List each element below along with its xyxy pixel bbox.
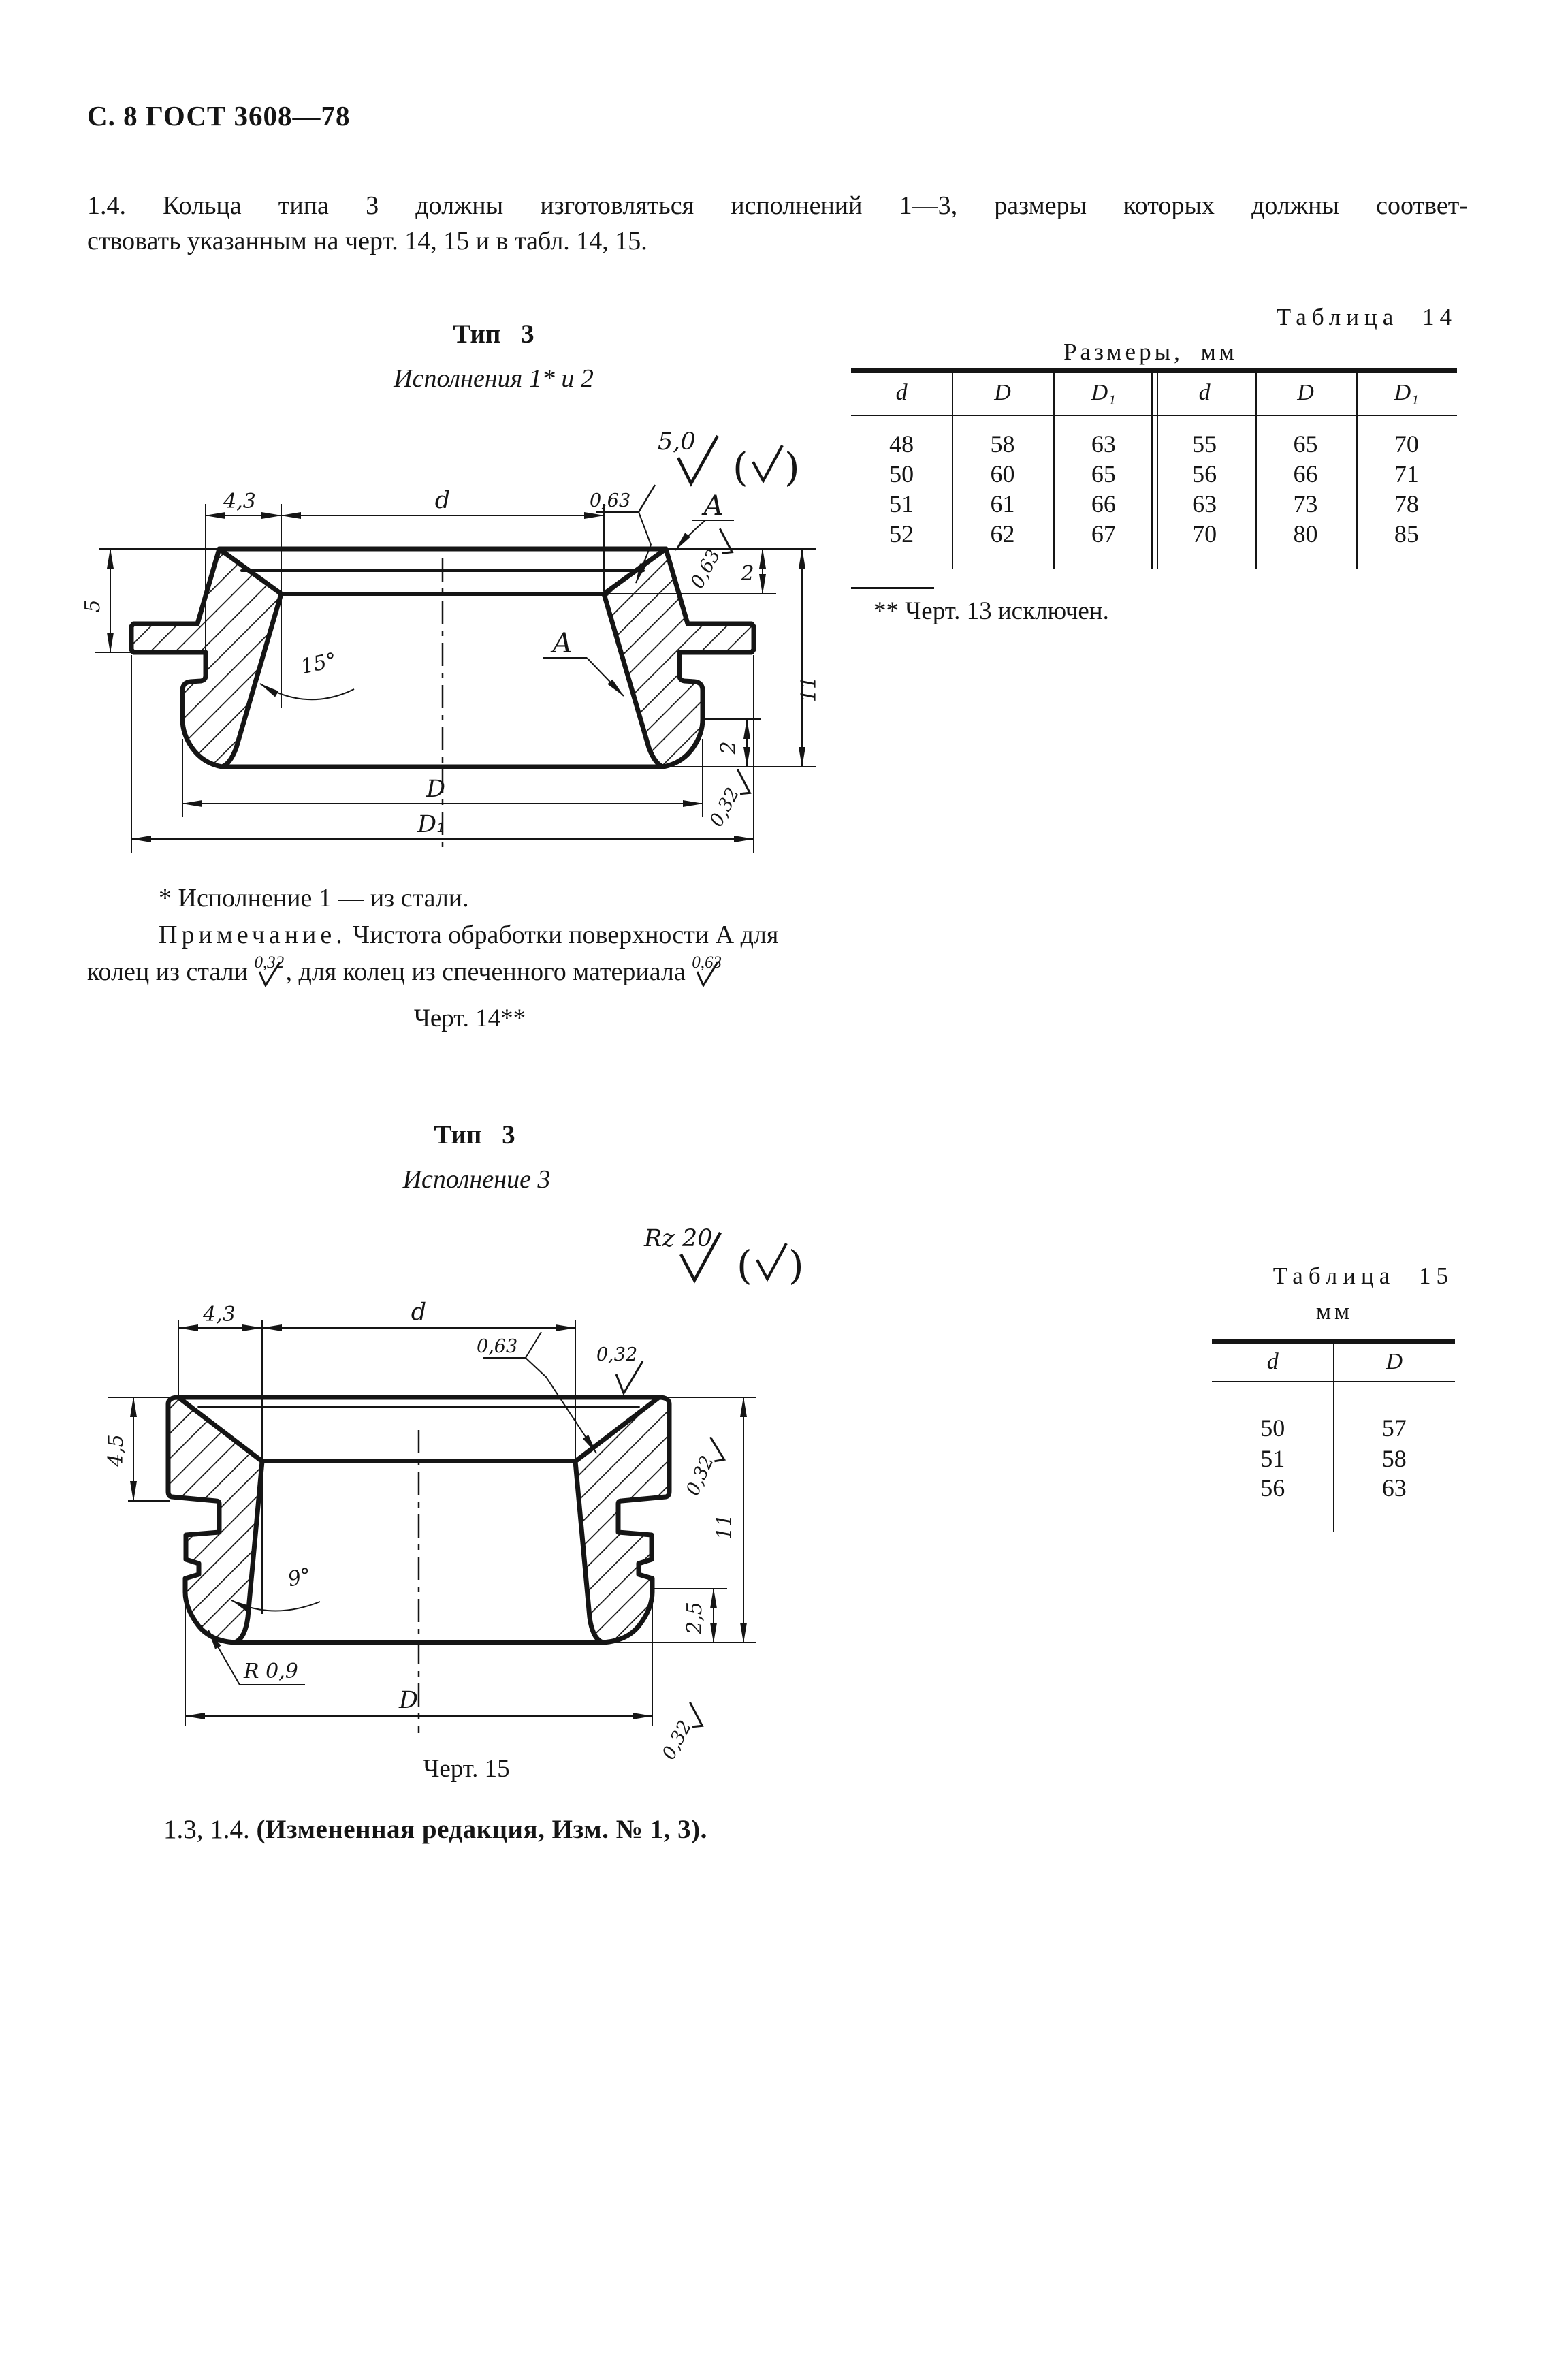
cell: 71 xyxy=(1394,460,1419,488)
clause-bold: (Измененная редакция, Изм. № 1, 3). xyxy=(256,1815,707,1844)
roughness-inline-icon xyxy=(254,955,285,985)
roughness-value: 0,63 xyxy=(692,953,722,972)
table14-subtitle: Размеры, мм xyxy=(1063,338,1238,365)
extension-lines xyxy=(108,1320,756,1726)
cell: 63 xyxy=(1091,430,1116,458)
table14-header-row xyxy=(851,378,1457,408)
roughness-side-icon xyxy=(682,1435,731,1501)
cell: 55 xyxy=(1192,430,1217,458)
right-wall xyxy=(575,1397,669,1643)
roughness-bottom-icon xyxy=(658,1700,709,1766)
cell: 67 xyxy=(1091,520,1116,548)
column-header: D xyxy=(994,380,1011,405)
cell: 57 xyxy=(1381,1414,1407,1442)
figure15-caption: Черт. 15 xyxy=(423,1755,510,1783)
dim-height-right: 11 xyxy=(713,1513,737,1540)
dim-width-top: 4,3 xyxy=(223,490,256,513)
cell: 70 xyxy=(1192,520,1217,548)
roughness-seat-icon xyxy=(590,485,655,512)
dim-height-left: 4,5 xyxy=(104,1434,128,1467)
roughness-value: 0,32 xyxy=(254,953,285,972)
figure15-type-label: Тип 3 xyxy=(434,1120,515,1149)
dim-outer: D xyxy=(426,776,446,803)
cell: 51 xyxy=(1260,1445,1285,1472)
figure15-drawing xyxy=(41,1199,878,1798)
cell: 70 xyxy=(1394,430,1419,458)
figure15-variant-label: Исполнение 3 xyxy=(402,1165,551,1194)
paren-close: ) xyxy=(784,444,800,490)
roughness-inline-icon xyxy=(692,955,723,985)
surface-label-inner: A xyxy=(552,628,573,659)
table14-footnote: ** Черт. 13 исключен. xyxy=(874,597,1109,625)
figure14-type-label: Тип 3 xyxy=(453,319,534,349)
paragraph-line-1: 1.4. Кольца типа 3 должны изготовляться исполнений 1—3, размеры которых должны соответ- xyxy=(87,191,1468,220)
cell: 80 xyxy=(1293,520,1318,548)
dim-bore: d xyxy=(411,1299,427,1326)
roughness-value: 0,32 xyxy=(705,784,744,831)
table14-head-rule xyxy=(851,415,1457,416)
cell: 51 xyxy=(889,490,914,518)
roughness-value: 0,32 xyxy=(682,1453,718,1499)
column-header: d xyxy=(1198,380,1211,405)
cell: 63 xyxy=(1192,490,1217,518)
table15-subtitle: мм xyxy=(1315,1298,1354,1324)
figure14-footnote-star: * Исполнение 1 — из стали. xyxy=(159,884,469,913)
figure14-caption: Черт. 14** xyxy=(413,1004,526,1032)
figure14-note-line2 xyxy=(87,953,723,990)
dim-radius: R 0,9 xyxy=(244,1660,298,1683)
cell: 60 xyxy=(990,460,1015,488)
cell: 56 xyxy=(1192,460,1217,488)
dim-outer: D xyxy=(398,1687,419,1714)
roughness-top-icon xyxy=(596,1344,643,1393)
roughness-value: 0,32 xyxy=(658,1717,697,1764)
cell: 66 xyxy=(1293,460,1318,488)
cell: 85 xyxy=(1394,520,1419,548)
note-rest: Чистота обработки поверхности А для xyxy=(346,921,779,949)
paren-close: ) xyxy=(788,1242,804,1288)
footer-clause xyxy=(163,1814,707,1845)
left-wall xyxy=(168,1397,262,1643)
cell: 65 xyxy=(1293,430,1318,458)
cell: 58 xyxy=(990,430,1015,458)
cell: 78 xyxy=(1394,490,1419,518)
column-header: D₁ xyxy=(1394,380,1419,405)
note-text: , для колец из спеченного материала xyxy=(285,957,692,986)
cell: 61 xyxy=(990,490,1015,518)
roughness-value: 0,63 xyxy=(686,545,725,592)
column-header: D xyxy=(1386,1349,1403,1374)
dim-bore: d xyxy=(434,487,451,514)
roughness-value: Rz 20 xyxy=(644,1225,713,1252)
clause-number: 1.3, 1.4. xyxy=(163,1815,257,1844)
note-keyword: Примечание. xyxy=(159,921,347,949)
cell: 63 xyxy=(1381,1474,1407,1502)
roughness-seat-icon xyxy=(477,1336,517,1357)
table-row xyxy=(1212,1413,1455,1443)
cell: 73 xyxy=(1293,490,1318,518)
roughness-value: 0,63 xyxy=(477,1336,518,1357)
column-header: D xyxy=(1297,380,1314,405)
cell: 48 xyxy=(889,430,914,458)
roughness-value: 0,63 xyxy=(590,490,631,511)
dim-width-top: 4,3 xyxy=(203,1303,236,1327)
table15 xyxy=(1212,1342,1455,1536)
dim-depth-bottom: 2,5 xyxy=(683,1602,707,1634)
table-row xyxy=(851,489,1457,519)
page-header: С. 8 ГОСТ 3608—78 xyxy=(87,100,351,131)
column-header: D₁ xyxy=(1091,380,1116,405)
note-text: колец из стали xyxy=(87,957,255,986)
roughness-general-icon xyxy=(643,1225,804,1288)
table14-top-rule xyxy=(851,368,1457,373)
surface-label-top: A xyxy=(703,490,724,522)
cell: 52 xyxy=(889,520,914,548)
table-row xyxy=(1212,1473,1455,1503)
cell: 58 xyxy=(1381,1445,1407,1472)
table15-header-row xyxy=(1212,1347,1455,1377)
cell: 50 xyxy=(1260,1414,1285,1442)
cell: 62 xyxy=(990,520,1015,548)
paren-open: ( xyxy=(733,444,748,490)
roughness-value: 0,32 xyxy=(596,1344,638,1365)
table-row xyxy=(1212,1444,1455,1474)
table-row xyxy=(851,519,1457,549)
table-row xyxy=(851,459,1457,489)
table14-title: Таблица 14 xyxy=(1276,304,1457,330)
paren-open: ( xyxy=(737,1242,752,1288)
cell: 56 xyxy=(1260,1474,1285,1502)
dim-depth-bottom: 2 xyxy=(717,741,741,755)
roughness-bottom-icon xyxy=(706,767,757,833)
figure14-drawing xyxy=(41,409,878,885)
column-header: d xyxy=(1266,1349,1279,1374)
roughness-general-icon xyxy=(658,428,800,490)
roughness-chamfer-icon xyxy=(687,527,739,594)
figure14-variant-label: Исполнения 1* и 2 xyxy=(394,364,594,393)
dim-outer1: D₁ xyxy=(417,811,447,838)
roughness-value: 5,0 xyxy=(658,428,696,456)
cell: 66 xyxy=(1091,490,1116,518)
figure14-note-line1 xyxy=(159,917,778,953)
dim-height-left: 5 xyxy=(81,599,105,613)
column-header: d xyxy=(895,380,908,405)
table15-title: Таблица 15 xyxy=(1272,1263,1454,1289)
cell: 50 xyxy=(889,460,914,488)
right-wall xyxy=(604,549,754,767)
table-row xyxy=(851,429,1457,459)
table14 xyxy=(851,371,1457,630)
paragraph-line-2: ствовать указанным на черт. 14, 15 и в табл. 14, 15. xyxy=(87,227,647,255)
cell: 65 xyxy=(1091,460,1116,488)
dim-angle: 15° xyxy=(298,648,339,680)
dim-depth-top: 2 xyxy=(741,562,754,586)
dim-height-right: 11 xyxy=(797,676,821,703)
dim-angle: 9° xyxy=(285,1564,314,1592)
